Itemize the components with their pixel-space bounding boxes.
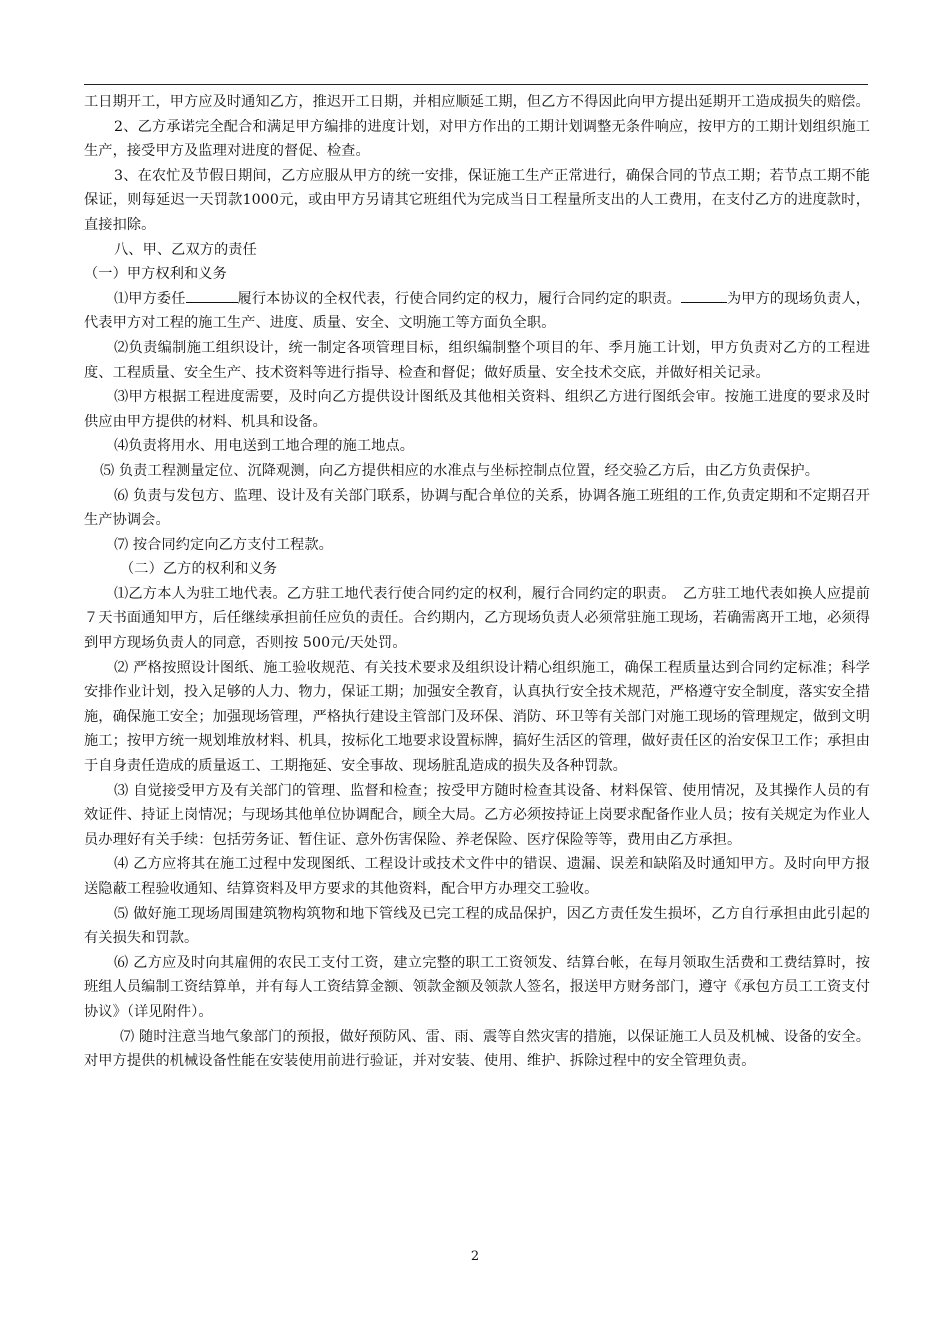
paragraph-a-1-after: 为甲方的现场负责人，代表甲方对工程的施工生产、进度、质量、安全、文明施工等方面负全职。 — [84, 290, 870, 332]
paragraph-a-6: ⑹ 负责与发包方、监理、设计及有关部门联系，协调与配合单位的关系，协调各施工班组的工作,负责定期和不定期召开生产协调会。 — [84, 487, 870, 529]
paragraph-continuation: 工日期开工，甲方应及时通知乙方，推迟开工日期，并相应顺延工期，但乙方不得因此向甲方提出延期开工造成损失的赔偿。 — [84, 94, 870, 110]
paragraph-a-3: ⑶甲方根据工程进度需要，及时向乙方提供设计图纸及其他相关资料、组织乙方进行图纸会审。按施工进度的要求及时供应由甲方提供的材料、机具和设备。 — [84, 389, 870, 430]
paragraph-b-2: ⑵ 严格按照设计图纸、施工验收规范、有关技术要求及组织设计精心组织施工，确保工程质量达到合同约定标准；科学安排作业计划，投入足够的人力、物力，保证工期；加强安全教育，认真执行安全技术规范，严格遵守安全制度，落实安全措施，确保施工安全；加强现场管理，严格执行建设主管部门及环保、消防、环卫等有关部门对施工现场的管理规定，做到文明施工；按甲方统一规划堆放材料、机具，按标化工地要求设置标牌，搞好生活区的管理，做好责任区的治安保卫工作；承担由于自身责任造成的质量返工、工期拖延、安全事故、现场脏乱造成的损失及各种罚款。 — [84, 659, 870, 775]
page-number: 2 — [470, 1249, 480, 1264]
paragraph-b-1: ⑴乙方本人为驻工地代表。乙方驻工地代表行使合同约定的权利，履行合同约定的职责。 乙方驻工地代表如换人应提前７天书面通知甲方，后任继续承担前任应负的责任。合约期内，乙方现场负责人必须常驻施工现场，若确需离开工地，必须得到甲方现场负责人的同意，否则按 500元/天处罚。 — [84, 585, 870, 652]
header-rule — [84, 84, 868, 85]
paragraph-a-1-middle: 履行本协议的全权代表，行使合同约定的权力，履行合同约定的职责。 — [237, 290, 681, 307]
fill-blank-site-manager — [681, 288, 727, 303]
paragraph-b-6: ⑹ 乙方应及时向其雇佣的农民工支付工资，建立完整的职工工资领发、结算台帐，在每月领取生活费和工费结算时，按班组人员编制工资结算单，并有每人工资结算金额、领款金额及领款人签名，报送甲方财务部门，遵守《承包方员工工资支付协议》（详见附件）。 — [84, 954, 870, 1020]
paragraph-item-3: 3、在农忙及节假日期间，乙方应服从甲方的统一安排，保证施工生产正常进行，确保合同的节点工期；若节点工期不能保证，则每延迟一天罚款1000元，或由甲方另请其它班组代为完成当日工程量所支出的人工费用，在支付乙方的进度款时，直接扣除。 — [84, 167, 870, 233]
paragraph-b-5: ⑸ 做好施工现场周围建筑物构筑物和地下管线及已完工程的成品保护，因乙方责任发生损坏，乙方自行承担由此引起的有关损失和罚款。 — [84, 905, 870, 947]
paragraph-a-1 — [84, 287, 870, 336]
paragraph-a-4: ⑷负责将用水、用电送到工地合理的施工地点。 — [114, 438, 415, 455]
paragraph-a-7: ⑺ 按合同约定向乙方支付工程款。 — [114, 536, 333, 553]
paragraph-b-3: ⑶ 自觉接受甲方及有关部门的管理、监督和检查；按受甲方随时检查其设备、材料保管、使用情况，及其操作人员的有效证件、持证上岗情况；与现场其他单位协调配合，顾全大局。乙方必须按持证上岗要求配备作业人员；按有关规定为作业人员办理好有关手续：包括劳务证、暂住证、意外伤害保险、养老保险、医疗保险等等，费用由乙方承担。 — [84, 782, 870, 848]
section-heading-8: 八、甲、乙双方的责任 — [114, 241, 257, 258]
paragraph-a-5: ⑸ 负责工程测量定位、沉降观测，向乙方提供相应的水准点与坐标控制点位置，经交验乙方后，由乙方负责保护。 — [100, 462, 819, 479]
document-body — [84, 90, 870, 1074]
subsection-heading-party-a: （一）甲方权利和义务 — [84, 266, 227, 283]
paragraph-b-4: ⑷ 乙方应将其在施工过程中发现图纸、工程设计或技术文件中的错误、遗漏、误差和缺陷及时通知甲方。及时向甲方报送隐蔽工程验收通知、结算资料及甲方要求的其他资料，配合甲方办理交工验收。 — [84, 856, 870, 897]
paragraph-a-1-before: ⑴甲方委任 — [114, 290, 186, 307]
paragraph-item-2: 2、乙方承诺完全配合和满足甲方编排的进度计划，对甲方作出的工期计划调整无条件响应，按甲方的工期计划组织施工生产，接受甲方及监理对进度的督促、检查。 — [84, 118, 870, 160]
paragraph-a-2: ⑵负责编制施工组织设计，统一制定各项管理目标，组织编制整个项目的年、季月施工计划，甲方负责对乙方的工程进度、工程质量、安全生产、技术资料等进行指导、检查和督促；做好质量、安全技术交底，并做好相关记录。 — [84, 339, 870, 381]
subsection-heading-party-b: （二）乙方的权利和义务 — [120, 561, 278, 578]
fill-blank-representative — [186, 288, 238, 303]
paragraph-b-7: ⑺ 随时注意当地气象部门的预报，做好预防风、雷、雨、震等自然灾害的措施，以保证施工人员及机械、设备的安全。对甲方提供的机械设备性能在安装使用前进行验证，并对安装、使用、维护、拆除过程中的安全管理负责。 — [84, 1028, 870, 1070]
